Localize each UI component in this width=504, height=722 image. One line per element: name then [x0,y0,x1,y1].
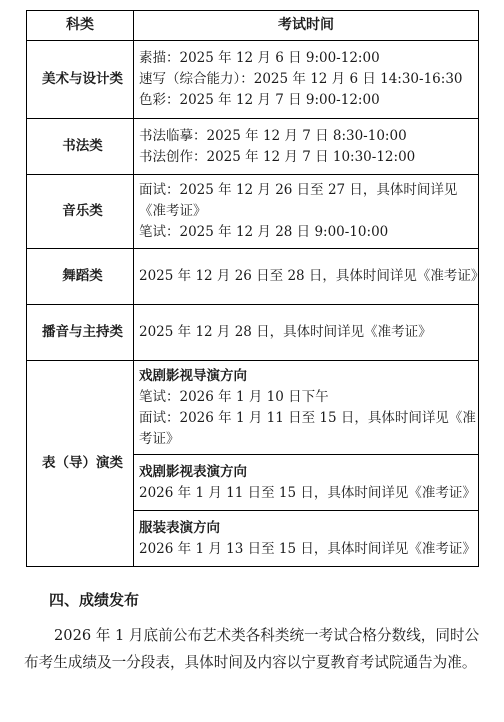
time-line: 速写（综合能力）：2025 年 12 月 6 日 14:30-16:30 [139,71,463,87]
time-line: 面试：2026 年 1 月 11 日至 15 日，具体时间详见《准考证》 [139,409,476,447]
category-cell: 书法类 [27,119,134,175]
time-line: 2026 年 1 月 11 日至 15 日，具体时间详见《准考证》 [139,484,476,501]
time-line: 笔试：2026 年 1 月 10 日下午 [139,388,329,405]
table-row-broadcasting [27,305,479,361]
table-row-music [27,175,479,249]
time-line: 面试：2025 年 12 月 26 日至 27 日，具体时间详见《准考证》 [139,182,458,219]
category-cell: 播音与主持类 [27,305,134,361]
time-cell [134,249,485,305]
category-cell: 美术与设计类 [27,41,134,119]
table-row-calligraphy [27,119,479,175]
time-line: 素描：2025 年 12 月 6 日 9:00-12:00 [139,50,380,66]
time-cell [134,361,479,455]
time-line: 笔试：2025 年 12 月 28 日 9:00-10:00 [139,224,389,240]
subsection-title: 服装表演方向 [139,519,220,536]
header-exam-time: 考试时间 [134,11,479,41]
time-line: 2025 年 12 月 28 日，具体时间详见《准考证》 [139,324,432,340]
category-cell: 音乐类 [27,175,134,249]
category-cell: 表（导）演类 [27,361,134,567]
table-row-dance [27,249,479,305]
time-cell [134,511,479,567]
section-heading: 四、成绩发布 [49,591,140,609]
table-row-performing-directing [27,361,479,455]
time-line: 2026 年 1 月 13 日至 15 日，具体时间详见《准考证》 [139,540,476,557]
exam-schedule-table [26,10,485,567]
section-paragraph: 2026 年 1 月底前公布艺术类各科类统一考试合格分数线，同时公布考生成绩及一分段表，具体时间及内容以宁夏教育考试院通告为准。 [24,627,480,671]
category-cell: 舞蹈类 [27,249,134,305]
time-cell [134,41,479,119]
time-cell [134,455,479,511]
time-line: 书法临摹：2025 年 12 月 7 日 8:30-10:00 [139,127,407,144]
time-cell [134,175,479,249]
table-header-row [27,11,479,41]
time-cell [134,305,479,361]
header-category: 科类 [27,11,134,41]
time-line: 色彩：2025 年 12 月 7 日 9:00-12:00 [139,92,380,108]
subsection-title: 戏剧影视表演方向 [139,463,247,480]
time-line: 书法创作：2025 年 12 月 7 日 10:30-12:00 [139,148,416,165]
table-row-art-design [27,41,479,119]
time-line: 2025 年 12 月 26 日至 28 日，具体时间详见《准考证》 [139,268,485,284]
time-cell [134,119,479,175]
subsection-title: 戏剧影视导演方向 [139,367,247,384]
